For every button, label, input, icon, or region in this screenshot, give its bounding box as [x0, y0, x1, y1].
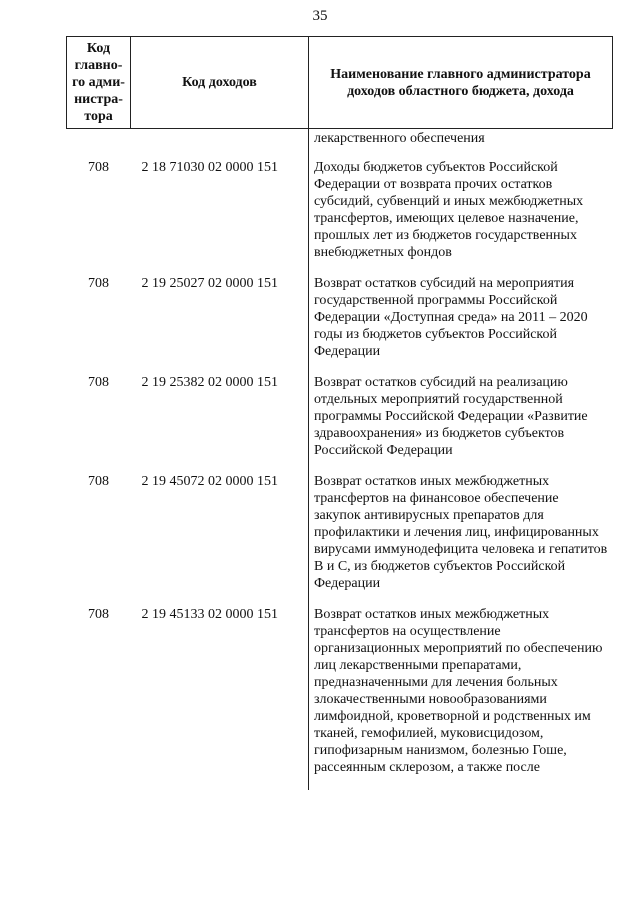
income-name-cell: Возврат остатков субсидий на реализацию отдельных мероприятий государственной программы Российской Федерации «Развитие здравоохранения» из бюджетов субъектов Российской Федерации [309, 374, 613, 473]
table-row [67, 374, 613, 473]
table-row-continuation [67, 129, 613, 160]
empty-cell [131, 129, 309, 160]
income-code-cell: 2 19 45072 02 0000 151 [141, 474, 278, 489]
admin-code-cell: 708 [88, 474, 109, 489]
table-row [67, 159, 613, 275]
admin-code-cell: 708 [88, 160, 109, 175]
header-name: Наименование главного администратора доходов областного бюджета, дохода [309, 37, 613, 129]
admin-code-cell: 708 [88, 276, 109, 291]
header-admin-code: Код главно-го адми-нистра-тора [67, 37, 131, 129]
table-row [67, 473, 613, 606]
income-code-cell: 2 19 25027 02 0000 151 [141, 276, 278, 291]
income-code-cell: 2 19 25382 02 0000 151 [141, 375, 278, 390]
table-body [67, 129, 613, 791]
page-number: 35 [312, 8, 328, 24]
header-income-code: Код доходов [131, 37, 309, 129]
income-name-cell: Возврат остатков субсидий на мероприятия государственной программы Российской Федерации «Доступная среда» на 2011 – 2020 годы из бюджетов субъектов Российской Федерации [309, 275, 613, 374]
table-header [67, 37, 613, 129]
continuation-text: лекарственного обеспечения [309, 129, 613, 160]
empty-cell [67, 129, 131, 160]
income-name-cell: Возврат остатков иных межбюджетных трансфертов на осуществление организационных мероприятий по обеспечению лиц лекарственными препаратами, предназначенными для лечения больных злокачественными новообразованиями лимфоидной, кроветворной и родственных им тканей, гемофилией, муковисцидозом, гипофизарным нанизмом, болезнью Гоше, рассеянным склерозом, а также после [309, 606, 613, 790]
table-row [67, 606, 613, 790]
income-name-cell: Доходы бюджетов субъектов Российской Федерации от возврата прочих остатков субсидий, субвенций и иных межбюджетных трансфертов, имеющих целевое назначение, прошлых лет из бюджетов государственных внебюджетных фондов [309, 159, 613, 275]
income-code-cell: 2 18 71030 02 0000 151 [141, 160, 278, 175]
admin-code-cell: 708 [88, 375, 109, 390]
admin-code-cell: 708 [88, 607, 109, 622]
income-code-cell: 2 19 45133 02 0000 151 [141, 607, 278, 622]
income-codes-table [66, 36, 613, 790]
income-name-cell: Возврат остатков иных межбюджетных трансфертов на финансовое обеспечение закупок антивирусных препаратов для профилактики и лечения лиц, инфицированных вирусами иммунодефицита человека и гепатитов B и C, из бюджетов субъектов Российской Федерации [309, 473, 613, 606]
table-row [67, 275, 613, 374]
